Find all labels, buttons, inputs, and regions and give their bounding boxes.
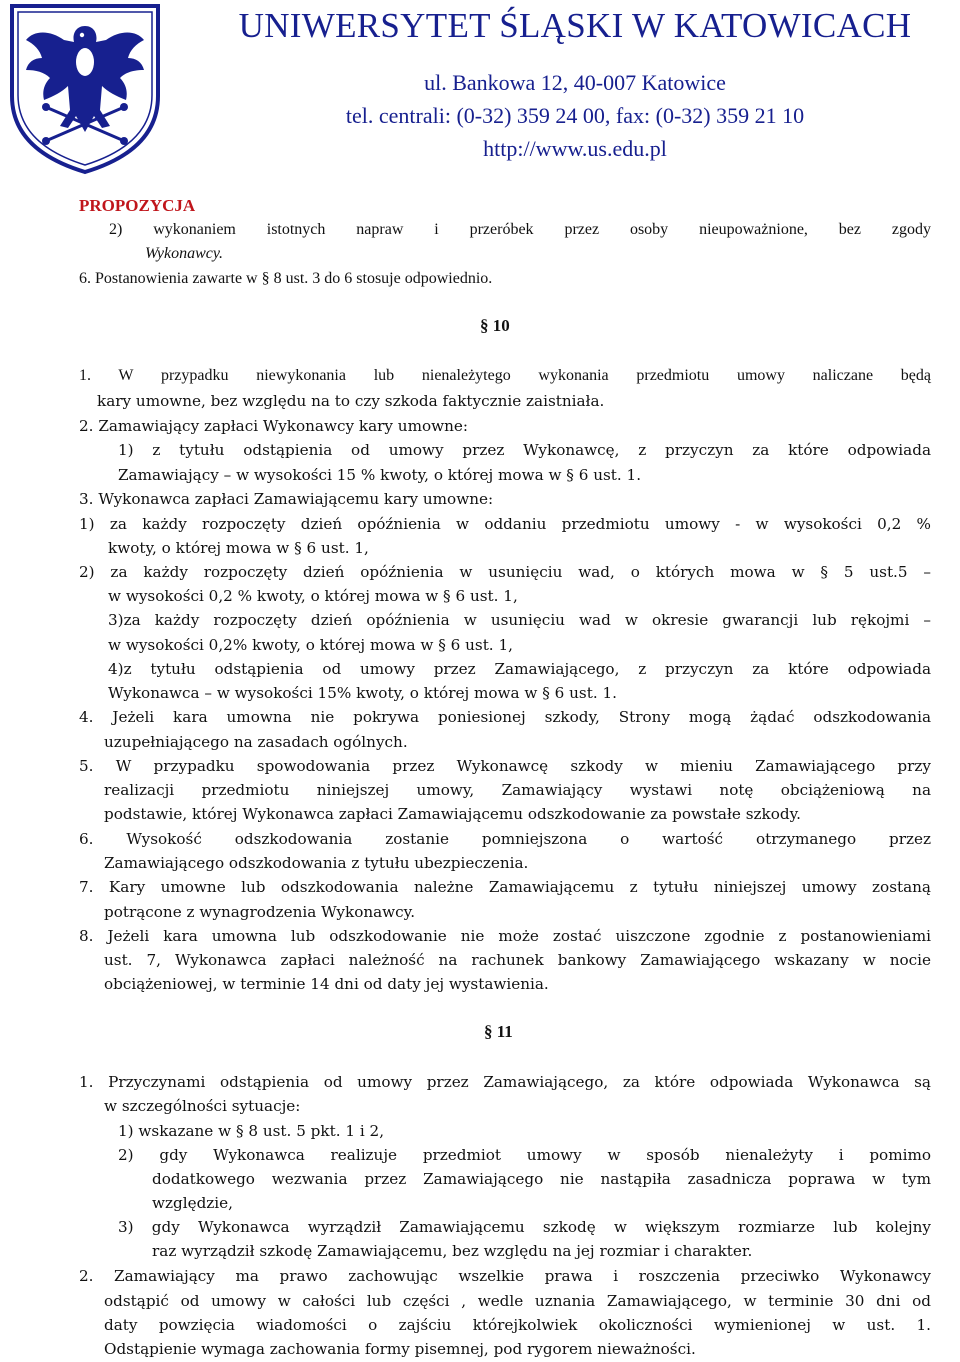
text-line: daty powzięcia wiadomości o zajściu którejkolwiek okoliczności wymienionej w ust. 1. (104, 1316, 931, 1334)
section-heading-11: § 11 (484, 1022, 513, 1041)
text-line: potrącone z wynagrodzenia Wykonawcy. (104, 903, 416, 921)
text-line: w szczególności sytuacje: (104, 1097, 301, 1115)
text-line: raz wyrządził szkodę Zamawiającemu, bez względu na jej rozmiar i charakter. (152, 1242, 753, 1260)
text-line: 4. Jeżeli kara umowna nie pokrywa poniesionej szkody, Strony mogą żądać odszkodowania (79, 708, 931, 726)
text-line: 1) z tytułu odstąpienia od umowy przez Wykonawcę, z przyczyn za które odpowiada (118, 441, 931, 459)
text-line: 1. Przyczynami odstąpienia od umowy przez Zamawiającego, za które odpowiada Wykonawca są (79, 1073, 931, 1091)
text-line: 1. W przypadku niewykonania lub nienależytego wykonania przedmiotu umowy naliczane będą (79, 367, 931, 384)
text-line: kary umowne, bez względu na to czy szkoda faktycznie zaistniała. (97, 392, 605, 410)
text-line: 3) gdy Wykonawca wyrządził Zamawiającemu szkodę w większym rozmiarze lub kolejny (118, 1218, 931, 1236)
text-line: w wysokości 0,2% kwoty, o której mowa w § 6 ust. 1, (108, 636, 513, 654)
text-line: w wysokości 0,2 % kwoty, o której mowa w § 6 ust. 1, (108, 587, 518, 605)
university-eagle-logo (4, 0, 166, 176)
text-line: Wykonawcy. (145, 245, 224, 262)
text-line: względzie, (152, 1194, 233, 1212)
university-website[interactable]: http://www.us.edu.pl (483, 136, 667, 161)
text-line: 5. W przypadku spowodowania przez Wykonawcę szkody w mieniu Zamawiającego przy (79, 757, 931, 775)
text-line: 6. Wysokość odszkodowania zostanie pomniejszona o wartość otrzymanego przez (79, 830, 931, 848)
text-line: 2) wykonaniem istotnych napraw i przeróbek przez osoby nieupoważnione, bez zgody (109, 221, 931, 238)
text-line: podstawie, której Wykonawca zapłaci Zamawiającemu odszkodowanie za powstałe szkody. (104, 805, 801, 823)
text-line: 3)za każdy rozpoczęty dzień opóźnienia w usunięciu wad w okresie gwarancji lub rękojmi – (108, 611, 931, 629)
text-line: 2. Zamawiający zapłaci Wykonawcy kary umowne: (79, 417, 469, 435)
text-line: 2. Zamawiający ma prawo zachowując wszelkie prawa i roszczenia przeciwko Wykonawcy (79, 1267, 931, 1285)
text-line: Odstąpienie wymaga zachowania formy pisemnej, pod rygorem nieważności. (104, 1340, 696, 1358)
text-line: Zamawiającego odszkodowania z tytułu ubezpieczenia. (104, 854, 529, 872)
proposal-label: PROPOZYCJA (79, 196, 196, 215)
text-line: 8. Jeżeli kara umowna lub odszkodowanie nie może zostać uiszczone zgodnie z postanowieniami (79, 927, 931, 945)
text-line: Zamawiający – w wysokości 15 % kwoty, o której mowa w § 6 ust. 1. (118, 466, 642, 484)
text-line: 1) za każdy rozpoczęty dzień opóźnienia w oddaniu przedmiotu umowy - w wysokości 0,2 % (79, 515, 931, 533)
text-line: ust. 7, Wykonawca zapłaci należność na rachunek bankowy Zamawiającego wskazany w nocie (104, 951, 931, 969)
text-line: realizacji przedmiotu niniejszej umowy, Zamawiający wystawi notę obciążeniową na (104, 781, 931, 799)
text-line: 3. Wykonawca zapłaci Zamawiającemu kary umowne: (79, 490, 494, 508)
university-name: UNIWERSYTET ŚLĄSKI W KATOWICACH (238, 6, 912, 45)
text-line: uzupełniającego na zasadach ogólnych. (104, 733, 408, 751)
text-line: dodatkowego wezwania przez Zamawiającego nie nastąpiła zasadnicza poprawa w tym (152, 1170, 931, 1188)
text-line: kwoty, o której mowa w § 6 ust. 1, (108, 539, 369, 557)
text-line: 1) wskazane w § 8 ust. 5 pkt. 1 i 2, (118, 1122, 385, 1140)
section-heading-10: § 10 (480, 316, 510, 335)
university-address: ul. Bankowa 12, 40-007 Katowice (424, 70, 726, 95)
university-phone: tel. centrali: (0-32) 359 24 00, fax: (0-32) 359 21 10 (345, 103, 805, 128)
text-line: 2) gdy Wykonawca realizuje przedmiot umowy w sposób nienależyty i pomimo (118, 1146, 931, 1164)
text-line: odstąpić od umowy w całości lub części , wedle uznania Zamawiającego, w terminie 30 dni od (104, 1292, 931, 1310)
text-line: obciążeniowej, w terminie 14 dni od daty jej wystawienia. (104, 975, 549, 993)
text-line: 4)z tytułu odstąpienia od umowy przez Zamawiającego, z przyczyn za które odpowiada (108, 660, 931, 678)
text-line: 2) za każdy rozpoczęty dzień opóźnienia w usunięciu wad, o których mowa w § 5 ust.5 – (79, 563, 931, 581)
text-line: 6. Postanowienia zawarte w § 8 ust. 3 do 6 stosuje odpowiednio. (79, 270, 493, 287)
text-line: 7. Kary umowne lub odszkodowania należne Zamawiającemu z tytułu niniejszej umowy zostaną (79, 878, 931, 896)
text-line: Wykonawca – w wysokości 15% kwoty, o której mowa w § 6 ust. 1. (108, 684, 617, 702)
